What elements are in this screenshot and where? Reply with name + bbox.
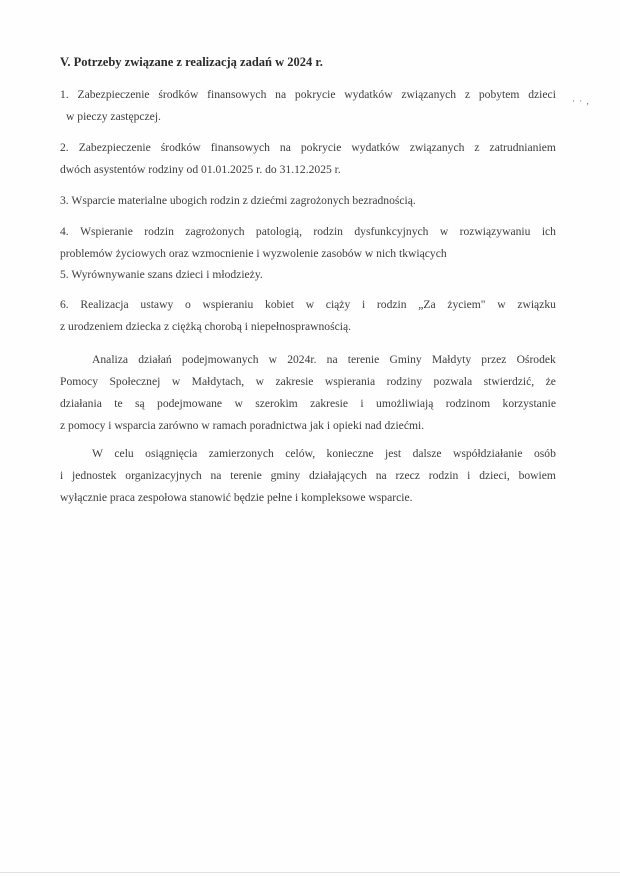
paragraph-cooperation-line-1: W celu osiągnięcia zamierzonych celów, konieczne jest dalsze współdziałanie osób	[92, 447, 556, 460]
list-item-3-line-1: 3. Wsparcie materialne ubogich rodzin z dziećmi zagrożonych bezradnością.	[60, 194, 416, 207]
list-item-2-line-2: dwóch asystentów rodziny od 01.01.2025 r. do 31.12.2025 r.	[60, 163, 341, 176]
list-item-2-line-1: 2. Zabezpieczenie środków finansowych na pokrycie wydatków związanych z zatrudnianiem	[60, 141, 556, 154]
section-heading: V. Potrzeby związane z realizacją zadań w 2024 r.	[60, 55, 323, 69]
paragraph-analysis-line-4: z pomocy i wsparcia zarówno w ramach poradnictwa jak i opieki nad dziećmi.	[60, 419, 425, 432]
list-item-2	[60, 137, 556, 181]
paragraph-cooperation-line-2: i jednostek organizacyjnych na terenie gminy działających na rzecz rodzin i dzieci, bowiem	[60, 469, 556, 482]
list-item-5-line-1: 5. Wyrównywanie szans dzieci i młodzieży.	[60, 268, 263, 281]
list-item-6	[60, 294, 556, 338]
list-item-3	[60, 190, 556, 212]
paragraph-analysis-line-1: Analiza działań podejmowanych w 2024r. na terenie Gminy Małdyty przez Ośrodek	[92, 353, 556, 366]
paragraph-cooperation	[60, 443, 556, 509]
paragraph-analysis	[60, 349, 556, 437]
scan-mark: · · ,	[572, 96, 590, 106]
paragraph-analysis-line-3: działania te są podejmowane w szerokim zakresie i umożliwiają rodzinom korzystanie	[60, 397, 556, 410]
list-item-1-line-2: w pieczy zastępczej.	[66, 110, 161, 123]
list-item-4	[60, 221, 556, 265]
list-item-1-line-1: 1. Zabezpieczenie środków finansowych na pokrycie wydatków związanych z pobytem dzieci	[60, 88, 556, 101]
list-item-4-line-2: problemów życiowych oraz wzmocnienie i wyzwolenie zasobów w nich tkwiących	[60, 247, 447, 260]
list-item-4-line-1: 4. Wspieranie rodzin zagrożonych patologią, rodzin dysfunkcyjnych w rozwiązywaniu ich	[60, 225, 556, 238]
list-item-6-line-1: 6. Realizacja ustawy o wspieraniu kobiet w ciąży i rodzin „Za życiem" w związku	[60, 298, 556, 311]
paragraph-cooperation-line-3: wyłącznie praca zespołowa stanowić będzie pełne i kompleksowe wsparcie.	[60, 491, 413, 504]
paragraph-analysis-line-2: Pomocy Społecznej w Małdytach, w zakresie wspierania rodziny pozwala stwierdzić, że	[60, 375, 556, 388]
list-item-1	[60, 84, 556, 128]
list-item-5	[60, 264, 556, 286]
list-item-6-line-2: z urodzeniem dziecka z ciężką chorobą i niepełnosprawnością.	[60, 320, 351, 333]
page-bottom-edge	[0, 872, 620, 873]
